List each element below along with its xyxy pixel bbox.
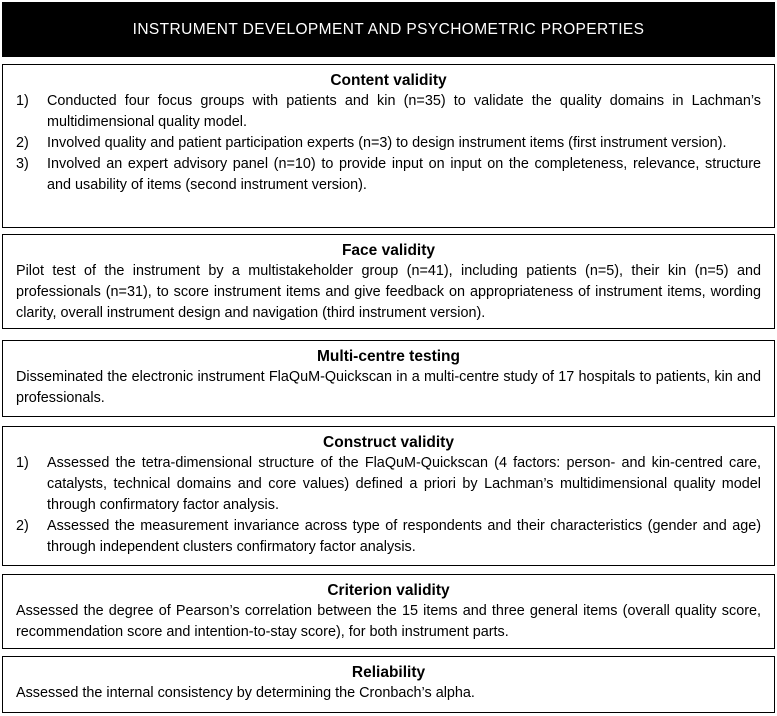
item-number: 2) (16, 135, 29, 151)
item-text: Assessed the measurement invariance across type of respondents and their characteristics (gender and age) through independent clusters confirmatory factor analysis. (47, 518, 761, 555)
section-title: Reliability (351, 664, 426, 681)
section-text: Assessed the degree of Pearson’s correlation between the 15 items and three general items (overall quality score, recommendation score and intention-to-stay score), for both instrument parts. (16, 603, 761, 640)
section-multi-centre-testing (2, 340, 775, 417)
section-title: Criterion validity (327, 582, 450, 599)
item-number: 2) (16, 518, 29, 534)
header-banner (2, 2, 775, 57)
section-reliability (2, 656, 775, 713)
list-item (16, 453, 761, 516)
item-list (16, 91, 761, 196)
item-number: 1) (16, 455, 29, 471)
item-number: 1) (16, 93, 29, 109)
list-item (16, 154, 761, 196)
header-title: INSTRUMENT DEVELOPMENT AND PSYCHOMETRIC PROPERTIES (132, 20, 645, 38)
item-number: 3) (16, 156, 29, 172)
list-item (16, 516, 761, 558)
section-title: Multi-centre testing (317, 348, 460, 365)
section-text: Pilot test of the instrument by a multistakeholder group (n=41), including patients (n=5), their kin (n=5) and professionals (n=31), to score instrument items and give feedback on appropriateness of instrument items, wording clarity, overall instrument design and navigation (third instrument version). (16, 263, 761, 321)
section-text: Assessed the internal consistency by determining the Cronbach’s alpha. (16, 685, 475, 701)
section-construct-validity (2, 426, 775, 566)
section-criterion-validity (2, 574, 775, 649)
section-title: Content validity (330, 72, 447, 89)
section-text: Disseminated the electronic instrument FlaQuM-Quickscan in a multi-centre study of 17 hospitals to patients, kin and professionals. (16, 369, 761, 406)
section-title: Construct validity (323, 434, 454, 451)
item-text: Conducted four focus groups with patients and kin (n=35) to validate the quality domains in Lachman’s multidimensional quality model. (47, 93, 761, 130)
section-content-validity (2, 64, 775, 228)
list-item (16, 91, 761, 133)
list-item (16, 133, 761, 154)
section-title: Face validity (341, 242, 436, 259)
section-face-validity (2, 234, 775, 329)
item-text: Assessed the tetra-dimensional structure of the FlaQuM-Quickscan (4 factors: person- and kin-centred care, catalysts, technical domains and core values) defined a priori by Lachman’s multidimensional quality model through confirmatory factor analysis. (47, 455, 761, 513)
item-list (16, 453, 761, 558)
item-text: Involved an expert advisory panel (n=10) to provide input on input on the completeness, relevance, structure and usability of items (second instrument version). (47, 156, 761, 193)
item-text: Involved quality and patient participation experts (n=3) to design instrument items (first instrument version). (47, 135, 727, 151)
